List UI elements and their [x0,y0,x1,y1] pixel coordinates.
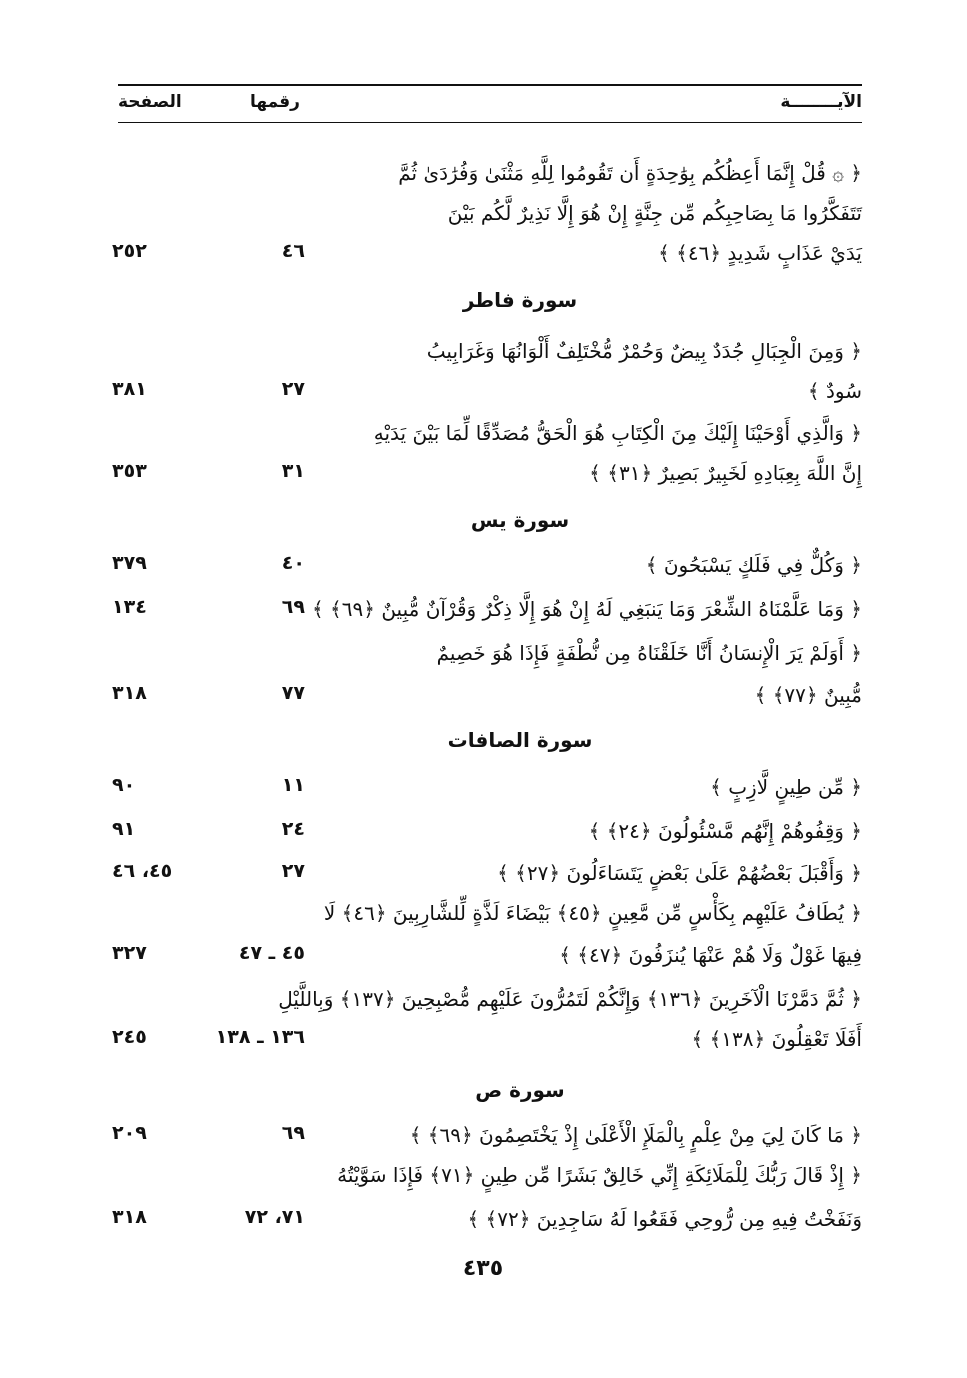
ayah-number: ٤٦ [281,240,305,262]
ayah-line: ﴿ مِّن طِينٍ لَّازِبٍ ﴾ [710,775,862,799]
top-rule [118,84,862,86]
ayah-line: ﴿ يُطَافُ عَلَيْهِم بِكَأْسٍ مِّن مَّعِينٍ ﴿٤٥﴾ بَيْضَاءَ لَذَّةٍ لِّلشَّارِبِينَ ﴿٤٦﴾ لَا [323,901,862,925]
header-rule [118,122,862,123]
ayah-line: ﴿ وَأَقْبَلَ بَعْضُهُمْ عَلَىٰ بَعْضٍ يَتَسَاءَلُونَ ﴿٢٧﴾ ﴾ [497,861,862,885]
ayah-number: ٤٥ ـ ٤٧ [238,942,305,964]
ayah-line: ﴿ وَكُلٌّ فِي فَلَكٍ يَسْبَحُونَ ﴾ [645,553,862,577]
page-reference: ٣٨١ [112,378,147,400]
page-reference: ٣١٨ [112,1206,147,1228]
header-page-column: الصفحة [118,92,182,112]
ayah-line: سُودٌ ﴾ [807,379,862,403]
page-reference: ٣٧٩ [112,552,147,574]
page-reference: ٢٠٩ [112,1122,147,1144]
ayah-number: ١٣٦ ـ ١٣٨ [215,1026,305,1048]
ayah-number: ٦٩ [281,596,305,618]
page-reference: ١٣٤ [112,596,147,618]
surah-heading: سورة يس [470,508,570,532]
page-reference: ٤٥، ٤٦ [112,860,173,882]
ayah-line: مُّبِينٌ ﴿٧٧﴾ ﴾ [754,683,862,707]
surah-heading: سورة ص [475,1078,565,1102]
ayah-number: ٣١ [281,460,305,482]
ayah-line: أَفَلَا تَعْقِلُونَ ﴿١٣٨﴾ ﴾ [691,1027,862,1051]
ayah-line: ﴿ إِذْ قَالَ رَبُّكَ لِلْمَلَائِكَةِ إِنِّي خَالِقٌ بَشَرًا مِّن طِينٍ ﴿٧١﴾ فَإِذَا سَوَّيْتُهُ [337,1163,862,1187]
ayah-line: ﴿ ۞ قُلْ إِنَّمَا أَعِظُكُم بِوَٰحِدَةٍ أَن تَقُومُوا لِلَّهِ مَثْنَىٰ وَفُرَٰدَىٰ ثُمَّ [398,161,862,185]
surah-heading: سورة فاطر [462,288,578,312]
page-number: ٤٣٥ [462,1256,504,1281]
header-ayah-column: الآيــــــــة [780,92,862,112]
page-reference: ٩١ [112,818,136,840]
ayah-line: ﴿ وَالَّذِي أَوْحَيْنَا إِلَيْكَ مِنَ الْكِتَابِ هُوَ الْحَقُّ مُصَدِّقًا لِّمَا بَيْنَ يَدَيْهِ [373,421,862,445]
page-reference: ٩٠ [112,774,136,796]
ayah-line: ﴿ وَمَا عَلَّمْنَاهُ الشِّعْرَ وَمَا يَنبَغِي لَهُ إِنْ هُوَ إِلَّا ذِكْرٌ وَقُرْآنٌ مُّبِينٌ ﴿٦٩﴾ ﴾ [311,597,862,621]
ayah-line: ﴿ مَا كَانَ لِيَ مِنْ عِلْمٍ بِالْمَلَإِ الْأَعْلَىٰ إِذْ يَخْتَصِمُونَ ﴿٦٩﴾ ﴾ [409,1123,862,1147]
ayah-line: ﴿ وَقِفُوهُمْ إِنَّهُم مَّسْئُولُونَ ﴿٢٤﴾ ﴾ [588,819,862,843]
ayah-number: ٢٧ [281,860,305,882]
ayah-line: إِنَّ اللَّهَ بِعِبَادِهِ لَخَبِيرٌ بَصِيرٌ ﴿٣١﴾ ﴾ [589,461,862,485]
ayah-line: ﴿ وَمِنَ الْجِبَالِ جُدَدٌ بِيضٌ وَحُمْرٌ مُّخْتَلِفٌ أَلْوَانُهَا وَغَرَابِيبُ [426,339,862,363]
page-reference: ٣٥٣ [112,460,147,482]
page-reference: ٣١٨ [112,682,147,704]
ayah-line: وَنَفَخْتُ فِيهِ مِن رُّوحِي فَقَعُوا لَهُ سَاجِدِينَ ﴿٧٢﴾ ﴾ [467,1207,862,1231]
page-reference: ٢٤٥ [112,1026,147,1048]
surah-heading: سورة الصافات [447,728,593,752]
ayah-line: ﴿ ثُمَّ دَمَّرْنَا الْآخَرِينَ ﴿١٣٦﴾ وَإِنَّكُمْ لَتَمُرُّونَ عَلَيْهِم مُّصْبِحِينَ ﴿١٣٧﴾ وَبِاللَّيْلِ [278,987,862,1011]
ayah-line: يَدَيْ عَذَابٍ شَدِيدٍ ﴿٤٦﴾ ﴾ [658,241,862,265]
header-number-column: رقمها [250,92,300,112]
ayah-line: تَتَفَكَّرُوا مَا بِصَاحِبِكُم مِّن جِنَّةٍ إِنْ هُوَ إِلَّا نَذِيرٌ لَّكُم بَيْنَ [447,201,862,225]
page-reference: ٣٢٧ [112,942,147,964]
ayah-line: ﴿ أَوَلَمْ يَرَ الْإِنسَانُ أَنَّا خَلَقْنَاهُ مِن نُّطْفَةٍ فَإِذَا هُوَ خَصِيمٌ [436,641,862,665]
ayah-number: ٢٧ [281,378,305,400]
ayah-number: ٦٩ [281,1122,305,1144]
ayah-number: ١١ [281,774,305,796]
ayah-number: ٧١، ٧٢ [244,1206,305,1228]
page-reference: ٢٥٢ [112,240,147,262]
ayah-number: ٤٠ [281,552,305,574]
ayah-line: فِيهَا غَوْلٌ وَلَا هُمْ عَنْهَا يُنزَفُونَ ﴿٤٧﴾ ﴾ [559,943,862,967]
ayah-number: ٧٧ [281,682,305,704]
ayah-number: ٢٤ [281,818,305,840]
